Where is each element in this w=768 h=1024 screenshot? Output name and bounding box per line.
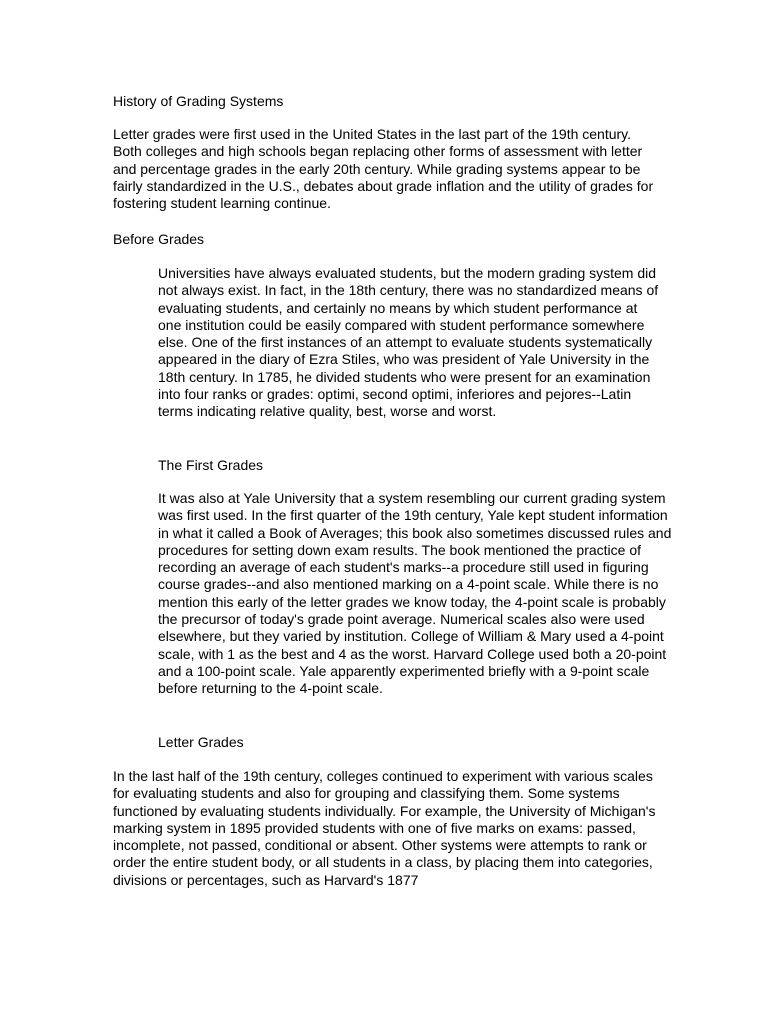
section-heading-before-grades: Before Grades [113, 231, 205, 247]
first-grades-paragraph: It was also at Yale University that a system resembling our current grading system was first used. In the first quarter of the 19th century, Yale kept student information in what it called a Book of Averages; this book also sometimes discussed rules and procedures for setting down exam results. The book mentioned the practice of recording an average of each student's marks--a procedure still used in figuring course grades--and also mentioned marking on a 4-point scale. While there is no mention this early of the letter grades we know today, the 4-point scale is probably the precursor of today's grade point average. Numerical scales also were used elsewhere, but they varied by institution. College of William & Mary used a 4-point scale, with 1 as the best and 4 as the worst. Harvard College used both a 20-point and a 100-point scale. Yale apparently experimented briefly with a 9-point scale before returning to the 4-point scale. [158, 490, 672, 697]
intro-paragraph: Letter grades were first used in the United States in the last part of the 19th century. Both colleges and high schools began replacing other forms of assessment with letter and percentage grades in the early 20th century. While grading systems appear to be fairly standardized in the U.S., debates about grade inflation and the utility of grades for fostering student learning continue. [113, 126, 654, 212]
section-heading-first-grades: The First Grades [158, 457, 264, 473]
section-heading-letter-grades: Letter Grades [158, 734, 244, 750]
letter-grades-paragraph: In the last half of the 19th century, colleges continued to experiment with various scales for evaluating students and also for grouping and classifying them. Some systems functioned by evaluating students individually. For example, the University of Michigan's marking system in 1895 provided students with one of five marks on exams: passed, incomplete, not passed, conditional or absent. Other systems were attempts to rank or order the entire student body, or all students in a class, by placing them into categories, divisions or percentages, such as Harvard's 1877 [113, 768, 656, 888]
before-grades-paragraph: Universities have always evaluated students, but the modern grading system did not always exist. In fact, in the 18th century, there was no standardized means of evaluating students, and certainly no means by which student performance at one institution could be easily compared with student performance somewhere else. One of the first instances of an attempt to evaluate students systematically appeared in the diary of Ezra Stiles, who was president of Yale University in the 18th century. In 1785, he divided students who were present for an examination into four ranks or grades: optimi, second optimi, inferiores and pejores--Latin terms indicating relative quality, best, worse and worst. [158, 265, 659, 420]
document-title: History of Grading Systems [113, 93, 284, 109]
